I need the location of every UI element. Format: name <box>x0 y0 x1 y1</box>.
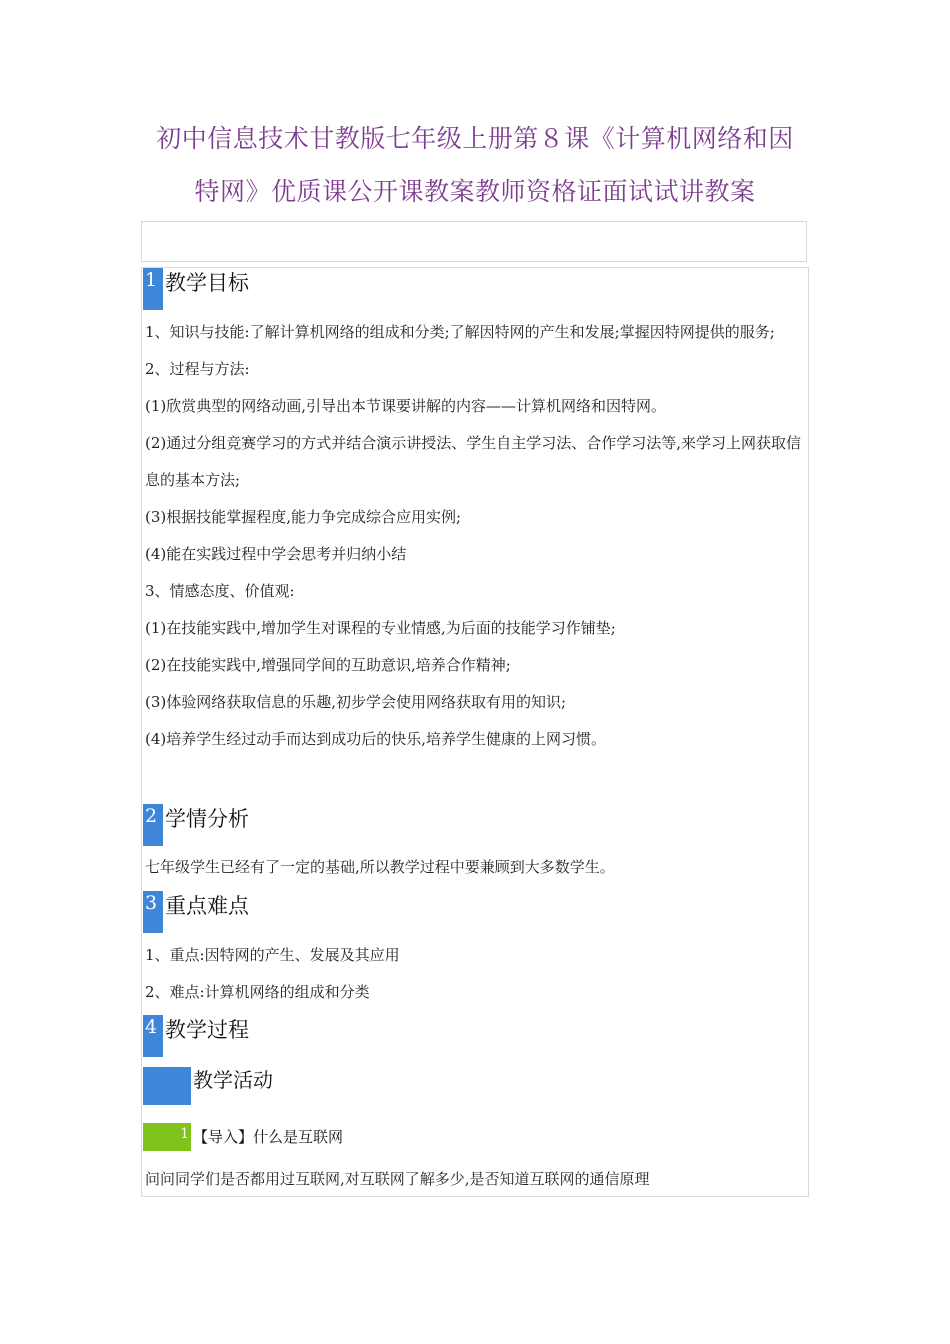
section-title: 重点难点 <box>165 894 249 918</box>
section-header-key-points <box>143 891 249 933</box>
empty-header-box <box>141 221 807 262</box>
paragraph: (4)能在实践过程中学会思考并归纳小结 <box>145 545 407 563</box>
paragraph: 七年级学生已经有了一定的基础,所以教学过程中要兼顾到大多数学生。 <box>145 858 615 876</box>
section-number-marker: 3 <box>143 891 163 933</box>
paragraph: (3)体验网络获取信息的乐趣,初步学会使用网络获取有用的知识; <box>145 693 567 711</box>
activity-header <box>143 1067 273 1105</box>
paragraph: 1、知识与技能:了解计算机网络的组成和分类;了解因特网的产生和发展;掌握因特网提供的服务; <box>145 323 775 341</box>
step-number-marker: 1 <box>143 1123 191 1151</box>
paragraph: 1、重点:因特网的产生、发展及其应用 <box>145 946 400 964</box>
objectives-text <box>145 314 809 758</box>
step-title: 【导入】什么是互联网 <box>193 1128 344 1146</box>
section-title: 教学过程 <box>165 1018 249 1042</box>
analysis-text <box>145 849 809 886</box>
paragraph: 问问同学们是否都用过互联网,对互联网了解多少,是否知道互联网的通信原理 <box>145 1170 650 1188</box>
paragraph: (1)欣赏典型的网络动画,引导出本节课要讲解的内容——计算机网络和因特网。 <box>145 397 667 415</box>
activity-marker <box>143 1067 191 1105</box>
title-line-2: 特网》优质课公开课教案教师资格证面试试讲教案 <box>194 177 756 206</box>
section-number-marker: 1 <box>143 268 163 310</box>
section-title: 教学目标 <box>165 271 249 295</box>
paragraph: (2)在技能实践中,增强同学间的互助意识,培养合作精神; <box>145 656 511 674</box>
section-header-objectives <box>143 268 249 310</box>
section-number-marker: 2 <box>143 804 163 846</box>
section-title: 学情分析 <box>165 807 249 831</box>
section-header-analysis <box>143 804 249 846</box>
section-header-process <box>143 1015 249 1057</box>
key-points-text <box>145 937 809 1011</box>
section-number-marker: 4 <box>143 1015 163 1057</box>
activity-title: 教学活动 <box>193 1068 273 1092</box>
paragraph: (2)通过分组竞赛学习的方式并结合演示讲授法、学生自主学习法、合作学习法等,来学习上网获取信息的基本方法; <box>145 434 802 489</box>
paragraph: 2、过程与方法: <box>145 360 250 378</box>
paragraph: (4)培养学生经过动手而达到成功后的快乐,培养学生健康的上网习惯。 <box>145 730 607 748</box>
paragraph: 3、情感态度、价值观: <box>145 582 295 600</box>
step-header <box>143 1123 343 1151</box>
document-title <box>120 112 830 218</box>
paragraph: 2、难点:计算机网络的组成和分类 <box>145 983 370 1001</box>
step-text <box>145 1161 809 1198</box>
title-line-1: 初中信息技术甘教版七年级上册第８课《计算机网络和因 <box>156 124 794 153</box>
paragraph: (1)在技能实践中,增加学生对课程的专业情感,为后面的技能学习作铺垫; <box>145 619 616 637</box>
paragraph: (3)根据技能掌握程度,能力争完成综合应用实例; <box>145 508 462 526</box>
